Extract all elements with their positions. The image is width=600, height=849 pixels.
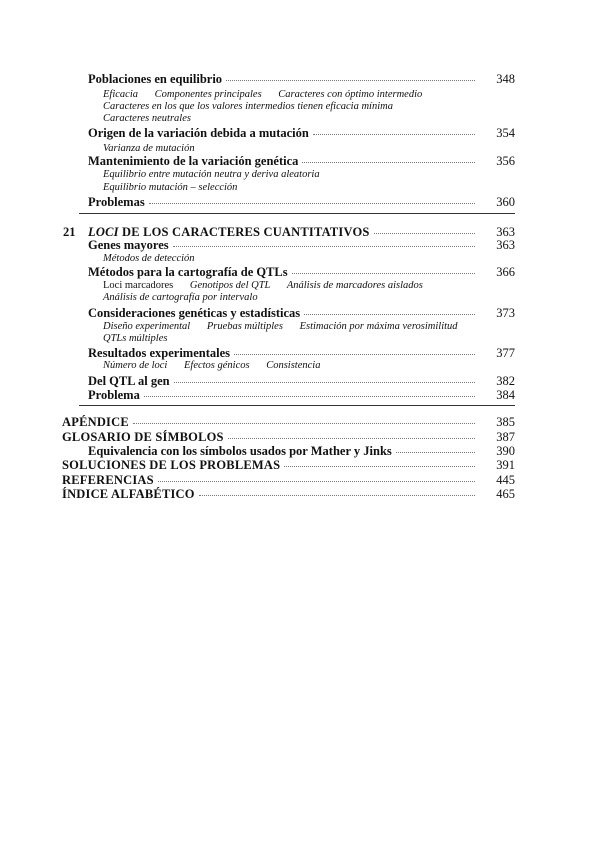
subtopic: Varianza de mutación (103, 143, 195, 154)
chapter-number: 21 (63, 225, 76, 239)
subtopic: Genotipos del QTL (189, 280, 271, 291)
subtopic: Eficacia (103, 89, 138, 100)
subtopic: Número de loci (103, 360, 168, 371)
leader-dots (374, 233, 475, 234)
page-number: 445 (496, 473, 515, 487)
entry-title: Equivalencia con los símbolos usados por Mather y Jinks (88, 444, 392, 458)
subtopics-line (103, 321, 472, 332)
divider (79, 213, 515, 214)
subtopics-line (103, 89, 436, 100)
toc-entry-consideraciones[interactable] (88, 306, 515, 321)
entry-title: GLOSARIO DE SÍMBOLOS (62, 430, 224, 444)
leader-dots (174, 382, 475, 383)
toc-entry-origen[interactable] (88, 126, 515, 141)
page-number: 385 (496, 415, 515, 429)
divider (79, 405, 515, 406)
subtopic: Efectos génicos (183, 360, 250, 371)
leader-dots (144, 396, 475, 397)
entry-title: SOLUCIONES DE LOS PROBLEMAS (62, 458, 281, 472)
subtopics-line (103, 280, 437, 291)
entry-title: Problema (88, 388, 140, 402)
leader-dots (292, 273, 475, 274)
entry-title: Resultados experimentales (88, 346, 230, 360)
entry-title: Métodos para la cartografía de QTLs (88, 265, 288, 279)
entry-title: Mantenimiento de la variación genética (88, 154, 299, 168)
subtopic: Diseño experimental (103, 321, 191, 332)
entry-title: Consideraciones genéticas y estadísticas (88, 306, 301, 320)
page-number: 363 (496, 225, 515, 239)
entry-title: Poblaciones en equilibrio (88, 72, 223, 86)
entry-title: ÍNDICE ALFABÉTICO (62, 487, 195, 501)
leader-dots (158, 481, 475, 482)
leader-dots (228, 438, 475, 439)
entry-title: Genes mayores (88, 238, 169, 252)
subtopic: QTLs múltiples (103, 333, 168, 344)
subtopic: Caracteres con óptimo intermedio (278, 89, 423, 100)
subtopic: Análisis de marcadores aislados (286, 280, 423, 291)
leader-dots (149, 203, 475, 204)
toc-entry-metodos[interactable] (88, 265, 515, 280)
entry-title: Del QTL al gen (88, 374, 170, 388)
subtopic: Pruebas múltiples (206, 321, 283, 332)
chapter-title-rest: DE LOS CARACTERES CUANTITATIVOS (118, 225, 370, 239)
leader-dots (199, 495, 475, 496)
toc-entry-problema[interactable] (88, 388, 515, 403)
toc-entry-equivalencia[interactable] (88, 444, 515, 459)
toc-entry-soluciones[interactable] (62, 458, 515, 473)
entry-title: REFERENCIAS (62, 473, 154, 487)
page-number: 390 (496, 444, 515, 458)
toc-entry-referencias[interactable] (62, 473, 515, 488)
page-number: 363 (496, 238, 515, 252)
toc-entry-mantenimiento[interactable] (88, 154, 515, 169)
subtopic: Componentes principales (154, 89, 262, 100)
page-number: 465 (496, 487, 515, 501)
leader-dots (304, 314, 475, 315)
page-number: 348 (496, 72, 515, 86)
toc-entry-problemas[interactable] (88, 195, 515, 210)
page-number: 354 (496, 126, 515, 140)
toc-entry-indice[interactable] (62, 487, 515, 502)
page-number: 387 (496, 430, 515, 444)
page-number: 384 (496, 388, 515, 402)
toc-entry-resultados[interactable] (88, 346, 515, 361)
leader-dots (313, 134, 475, 135)
leader-dots (234, 354, 475, 355)
leader-dots (133, 423, 475, 424)
page-number: 366 (496, 265, 515, 279)
page-number: 360 (496, 195, 515, 209)
toc-entry-apendice[interactable] (62, 415, 515, 430)
subtopic: Análisis de cartografía por intervalo (103, 292, 258, 303)
page-number: 356 (496, 154, 515, 168)
toc-entry-del-qtl-al-gen[interactable] (88, 374, 515, 389)
chapter-title-italic: LOCI (88, 225, 119, 239)
leader-dots (396, 452, 475, 453)
page-number: 382 (496, 374, 515, 388)
toc-entry-genes-mayores[interactable] (88, 238, 515, 253)
page-number: 373 (496, 306, 515, 320)
subtopic: Equilibrio entre mutación neutra y deriva aleatoria (103, 169, 320, 180)
subtopics-line (103, 360, 334, 371)
leader-dots (284, 466, 475, 467)
leader-dots (173, 246, 475, 247)
subtopic: Métodos de detección (103, 253, 195, 264)
entry-title: Problemas (88, 195, 145, 209)
subtopic: Consistencia (266, 360, 321, 371)
toc-entry-glosario[interactable] (62, 430, 515, 445)
toc-entry-poblaciones[interactable] (88, 72, 515, 87)
subtopic: Caracteres en los que los valores intermedios tienen eficacia mínima (103, 101, 393, 112)
entry-title: APÉNDICE (62, 415, 129, 429)
subtopic: Loci marcadores (103, 280, 174, 291)
subtopic: Caracteres neutrales (103, 113, 191, 124)
subtopic: Estimación por máxima verosimilitud (299, 321, 458, 332)
page-number: 391 (496, 458, 515, 472)
leader-dots (226, 80, 475, 81)
page-number: 377 (496, 346, 515, 360)
leader-dots (302, 162, 475, 163)
subtopic: Equilibrio mutación – selección (103, 182, 238, 193)
entry-title: Origen de la variación debida a mutación (88, 126, 309, 140)
